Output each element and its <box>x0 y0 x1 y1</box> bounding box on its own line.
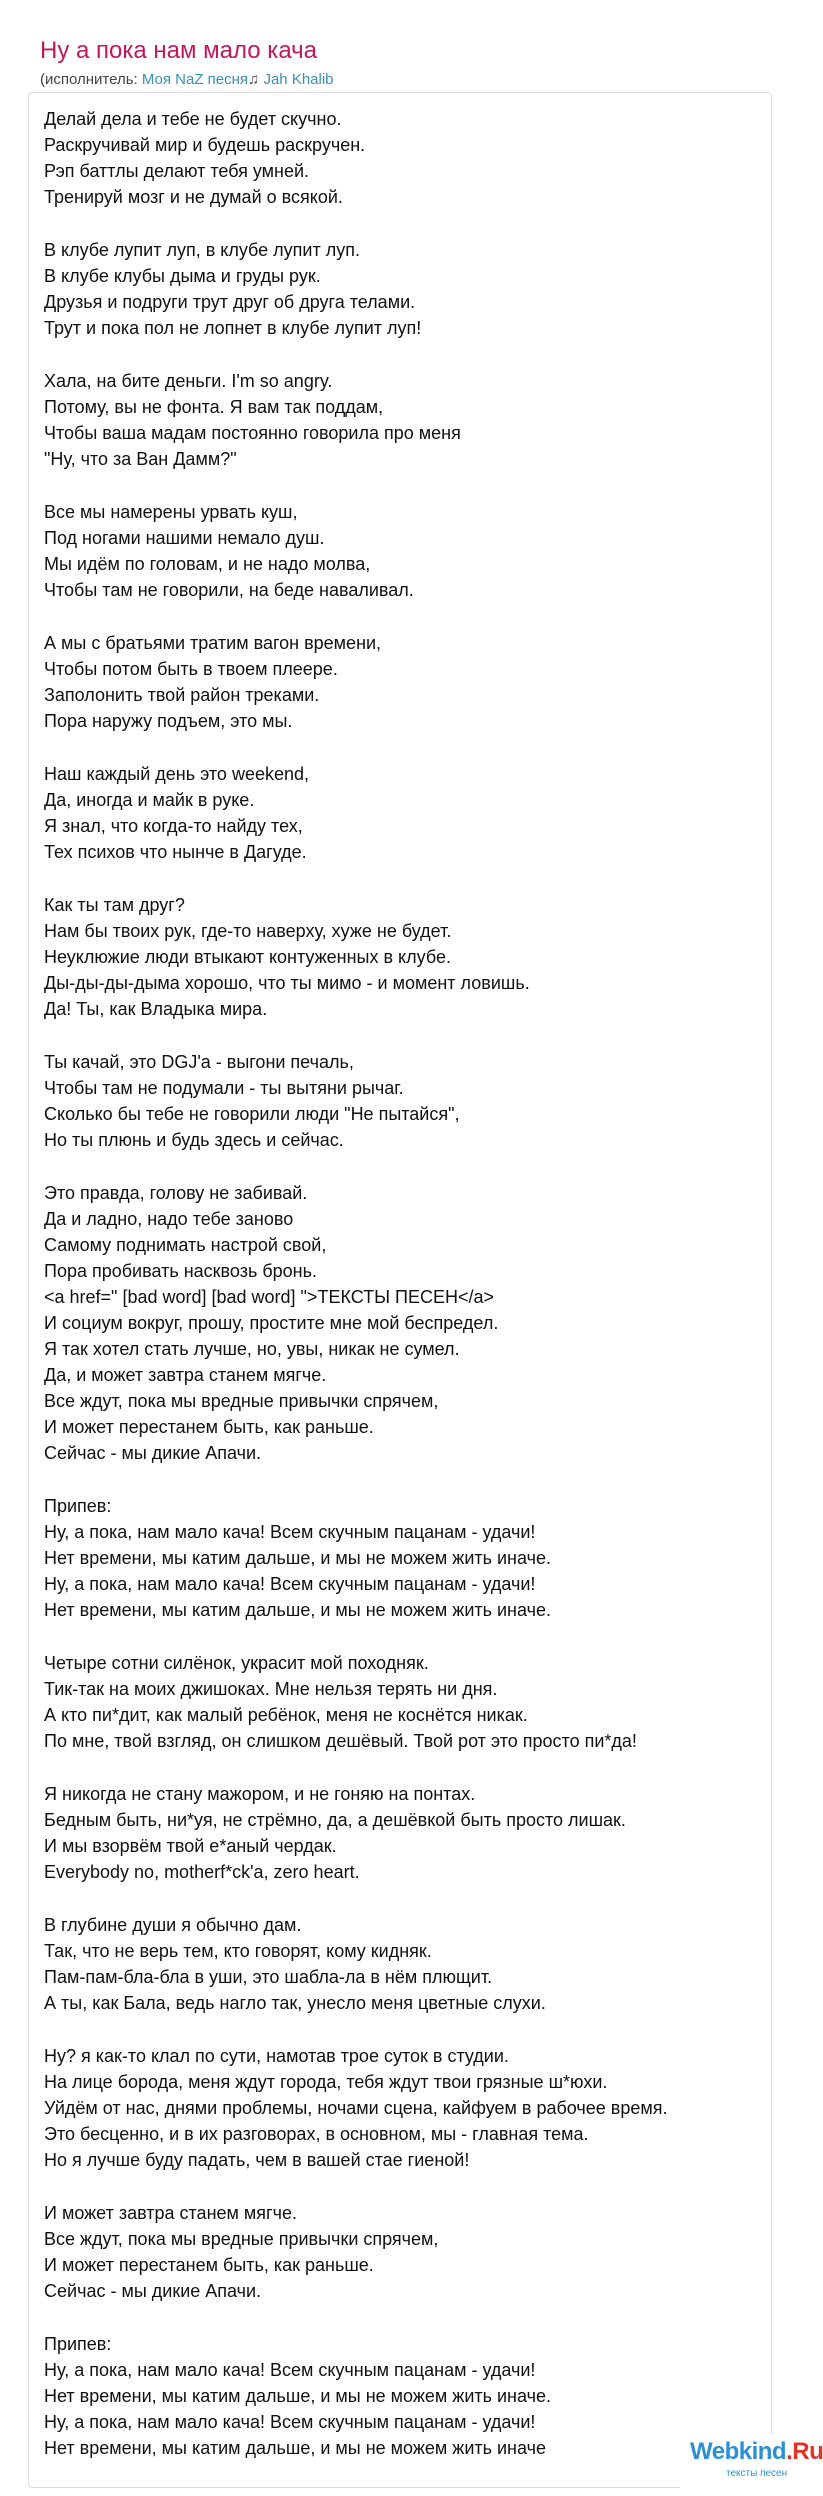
lyric-line: Самому поднимать настрой свой, <box>44 1235 327 1255</box>
stanza-gap <box>44 2304 764 2331</box>
lyric-line: Да, иногда и майк в руке. <box>44 790 255 810</box>
lyric-line: Пора наружу подъем, это мы. <box>44 711 293 731</box>
lyric-line: Сейчас - мы дикие Апачи. <box>44 1443 262 1463</box>
stanza-gap <box>44 734 764 761</box>
logo-part1: Webkind <box>690 2438 787 2465</box>
lyric-line: Мы идём по головам, и не надо молва, <box>44 554 371 574</box>
lyric-line: Чтобы ваша мадам постоянно говорила про меня <box>44 423 461 443</box>
lyric-line: Припев: <box>44 1496 112 1516</box>
lyric-line: И социум вокруг, прошу, простите мне мой беспредел. <box>44 1313 499 1333</box>
stanza-gap <box>44 1885 764 1912</box>
stanza-gap <box>44 1022 764 1049</box>
lyric-line: Хала, на бите деньги. I'm so angry. <box>44 371 333 391</box>
artist-byline <box>40 70 760 90</box>
lyric-line: Ну, а пока, нам мало кача! Всем скучным пацанам - удачи! <box>44 2412 536 2432</box>
lyric-line: Да, и может завтра станем мягче. <box>44 1365 327 1385</box>
artist-link-2[interactable]: Jah Khalib <box>263 71 334 88</box>
lyric-line: Чтобы потом быть в твоем плеере. <box>44 659 338 679</box>
stanza-gap <box>44 210 764 237</box>
lyric-line: В глубине души я обычно дам. <box>44 1915 302 1935</box>
stanza-gap <box>44 1466 764 1493</box>
lyric-line: Уйдём от нас, днями проблемы, ночами сцена, кайфуем в рабочее время. <box>44 2098 668 2118</box>
lyric-line: И может перестанем быть, как раньше. <box>44 1417 374 1437</box>
lyric-line: Everybody no, motherf*ck'a, zero heart. <box>44 1862 360 1882</box>
lyric-line: Чтобы там не подумали - ты вытяни рычаг. <box>44 1078 404 1098</box>
lyric-line: А мы с братьями тратим вагон времени, <box>44 633 382 653</box>
lyric-line: Сколько бы тебе не говорили люди "Не пытайся", <box>44 1104 460 1124</box>
lyric-line: Все ждут, пока мы вредные привычки спрячем, <box>44 1391 439 1411</box>
stanza-gap <box>44 603 764 630</box>
logo-part2: .Ru <box>786 2438 823 2465</box>
lyric-line: Делай дела и тебе не будет скучно. <box>44 109 342 129</box>
lyric-line: Друзья и подруги трут друг об друга телами. <box>44 292 416 312</box>
lyric-line: Пора пробивать насквозь бронь. <box>44 1261 317 1281</box>
lyric-line: Наш каждый день это weekend, <box>44 764 309 784</box>
lyric-line: И может завтра станем мягче. <box>44 2203 297 2223</box>
song-header <box>40 36 760 90</box>
lyric-line: Это правда, голову не забивай. <box>44 1183 308 1203</box>
lyric-line: Трут и пока пол не лопнет в клубе лупит луп! <box>44 318 422 338</box>
lyric-line: Как ты там друг? <box>44 895 185 915</box>
lyric-line: Нет времени, мы катим дальше, и мы не можем жить иначе. <box>44 2386 551 2406</box>
lyric-line: И может перестанем быть, как раньше. <box>44 2255 374 2275</box>
lyric-line: Тех психов что нынче в Дагуде. <box>44 842 307 862</box>
lyric-line: Тик-так на моих джишоках. Мне нельзя терять ни дня. <box>44 1679 498 1699</box>
lyric-line: Я никогда не стану мажором, и не гоняю на понтах. <box>44 1784 476 1804</box>
lyric-line: Я знал, что когда-то найду тех, <box>44 816 303 836</box>
lyric-line: Рэп баттлы делают тебя умней. <box>44 161 310 181</box>
lyric-line: По мне, твой взгляд, он слишком дешёвый. Твой рот это просто пи*да! <box>44 1731 637 1751</box>
lyric-line: Все мы намерены урвать куш, <box>44 502 298 522</box>
stanza-gap <box>44 2173 764 2200</box>
lyric-line: Припев: <box>44 2334 112 2354</box>
lyric-line: Я так хотел стать лучше, но, увы, никак не сумел. <box>44 1339 460 1359</box>
lyric-line: Нет времени, мы катим дальше, и мы не можем жить иначе <box>44 2438 546 2458</box>
lyric-line: Ды-ды-ды-дыма хорошо, что ты мимо - и момент ловишь. <box>44 973 530 993</box>
lyrics-text <box>44 106 764 2461</box>
lyric-line: "Ну, что за Ван Дамм?" <box>44 449 237 469</box>
lyric-line: А кто пи*дит, как малый ребёнок, меня не коснётся никак. <box>44 1705 528 1725</box>
lyric-line: Чтобы там не говорили, на беде наваливал. <box>44 580 414 600</box>
lyric-line: Раскручивай мир и будешь раскручен. <box>44 135 366 155</box>
logo-subtitle: тексты песен <box>726 2468 788 2479</box>
stanza-gap <box>44 1153 764 1180</box>
lyric-line: Да и ладно, надо тебе заново <box>44 1209 294 1229</box>
lyric-line: Неуклюжие люди втыкают контуженных в клубе. <box>44 947 451 967</box>
lyric-line: Нам бы твоих рук, где-то наверху, хуже не будет. <box>44 921 452 941</box>
lyric-line: Ну, а пока, нам мало кача! Всем скучным пацанам - удачи! <box>44 2360 536 2380</box>
lyric-line: На лице борода, меня ждут города, тебя ждут твои грязные ш*юхи. <box>44 2072 608 2092</box>
stanza-gap <box>44 2016 764 2043</box>
lyric-line: Под ногами нашими немало душ. <box>44 528 325 548</box>
lyric-line: Это бесценно, и в их разговорах, в основном, мы - главная тема. <box>44 2124 589 2144</box>
lyric-line: Пам-пам-бла-бла в уши, это шабла-ла в нём плющит. <box>44 1967 493 1987</box>
artist-link-1[interactable]: Моя NaZ песня <box>141 71 249 88</box>
lyric-line: Но ты плюнь и будь здесь и сейчас. <box>44 1130 344 1150</box>
song-title: Ну а пока нам мало кача <box>40 37 318 64</box>
lyric-line: Да! Ты, как Владыка мира. <box>44 999 268 1019</box>
lyric-line: Бедным быть, ни*уя, не стрёмно, да, а дешёвкой быть просто лишак. <box>44 1810 626 1830</box>
stanza-gap <box>44 1754 764 1781</box>
lyric-line: Потому, вы не фонта. Я вам так поддам, <box>44 397 384 417</box>
lyric-line: Ну, а пока, нам мало кача! Всем скучным пацанам - удачи! <box>44 1574 536 1594</box>
lyric-line: Тренируй мозг и не думай о всякой. <box>44 187 343 207</box>
lyric-line: В клубе клубы дыма и груды рук. <box>44 266 321 286</box>
lyric-line: И мы взорвём твой е*аный чердак. <box>44 1836 337 1856</box>
artist-separator: ♫ <box>248 71 264 88</box>
lyric-line: Ну? я как-то клал по сути, намотав трое суток в студии. <box>44 2046 509 2066</box>
lyric-line: Заполонить твой район треками. <box>44 685 320 705</box>
stanza-gap <box>44 1623 764 1650</box>
byline-prefix: (исполнитель: <box>40 71 142 88</box>
lyric-line: Ты качай, это DGJ'а - выгони печаль, <box>44 1052 354 1072</box>
webkind-logo <box>690 2438 823 2466</box>
stanza-gap <box>44 472 764 499</box>
site-watermark <box>680 2434 823 2490</box>
lyric-line: Сейчас - мы дикие Апачи. <box>44 2281 262 2301</box>
lyric-line: Четыре сотни силёнок, украсит мой походняк. <box>44 1653 429 1673</box>
stanza-gap <box>44 341 764 368</box>
lyric-line: <a href=" [bad word] [bad word] ">ТЕКСТЫ ПЕСЕН</a> <box>44 1287 495 1307</box>
lyric-line: В клубе лупит луп, в клубе лупит луп. <box>44 240 360 260</box>
lyric-line: Все ждут, пока мы вредные привычки спрячем, <box>44 2229 439 2249</box>
lyric-line: Так, что не верь тем, кто говорят, кому кидняк. <box>44 1941 432 1961</box>
lyric-line: Нет времени, мы катим дальше, и мы не можем жить иначе. <box>44 1548 551 1568</box>
lyric-line: Нет времени, мы катим дальше, и мы не можем жить иначе. <box>44 1600 551 1620</box>
lyric-line: Ну, а пока, нам мало кача! Всем скучным пацанам - удачи! <box>44 1522 536 1542</box>
lyric-line: А ты, как Бала, ведь нагло так, унесло меня цветные слухи. <box>44 1993 546 2013</box>
lyric-line: Но я лучше буду падать, чем в вашей стае гиеной! <box>44 2150 470 2170</box>
stanza-gap <box>44 865 764 892</box>
